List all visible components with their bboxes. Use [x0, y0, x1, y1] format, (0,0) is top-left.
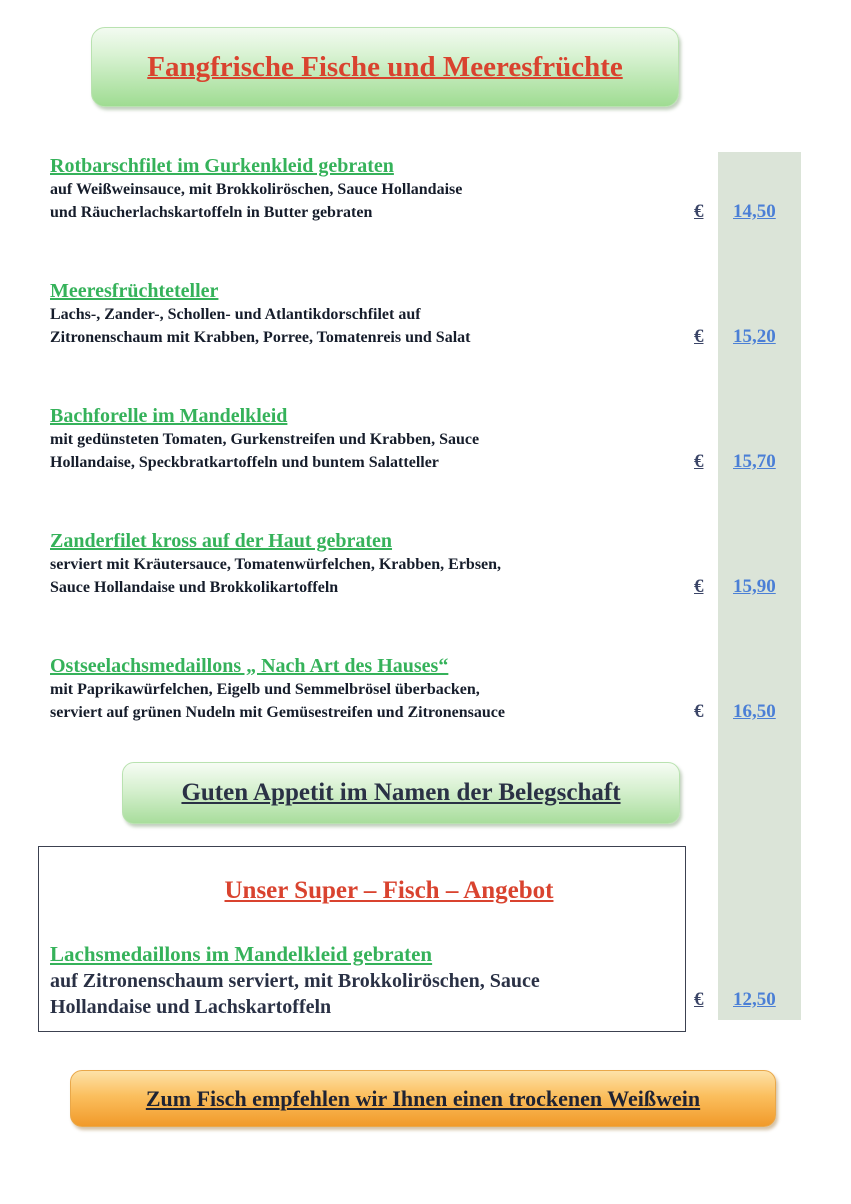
currency-symbol: €	[694, 451, 704, 472]
menu-item	[50, 529, 690, 599]
appetit-text: Guten Appetit im Namen der Belegschaft	[181, 779, 621, 806]
dish-price: 15,20	[733, 326, 776, 347]
dish-name: Ostseelachsmedaillons „ Nach Art des Hauses“	[50, 655, 449, 677]
dish-name: Bachforelle im Mandelkleid	[50, 405, 288, 427]
menu-item	[50, 404, 690, 474]
menu-item	[50, 654, 690, 724]
currency-symbol: €	[694, 701, 704, 722]
dish-price: 16,50	[733, 701, 776, 722]
dish-description-line: Hollandaise und Lachskartoffeln	[50, 996, 332, 1018]
dish-description	[50, 968, 540, 1020]
special-offer-heading: Unser Super – Fisch – Angebot	[224, 877, 554, 904]
dish-price: 15,70	[733, 451, 776, 472]
currency-symbol: €	[694, 326, 704, 347]
dish-description-line: auf Zitronenschaum serviert, mit Brokkoliröschen, Sauce	[50, 970, 540, 992]
dish-description-line: Zitronenschaum mit Krabben, Porree, Tomatenreis und Salat	[50, 329, 471, 346]
dish-name: Rotbarschfilet im Gurkenkleid gebraten	[50, 155, 394, 177]
wine-recommendation-text: Zum Fisch empfehlen wir Ihnen einen trockenen Weißwein	[145, 1085, 701, 1111]
wine-recommendation-banner	[70, 1070, 776, 1127]
dish-name: Meeresfrüchteteller	[50, 280, 219, 302]
dish-description-line: serviert mit Kräutersauce, Tomatenwürfelchen, Krabben, Erbsen,	[50, 556, 502, 573]
menu-item	[50, 279, 690, 349]
dish-price: 12,50	[733, 989, 776, 1010]
dish-name: Zanderfilet kross auf der Haut gebraten	[50, 530, 393, 552]
dish-description-line: serviert auf grünen Nudeln mit Gemüsestreifen und Zitronensauce	[50, 704, 505, 721]
dish-description-line: Hollandaise, Speckbratkartoffeln und buntem Salatteller	[50, 454, 439, 471]
currency-symbol: €	[694, 576, 704, 597]
dish-description-line: mit Paprikawürfelchen, Eigelb und Semmelbrösel überbacken,	[50, 681, 480, 698]
dish-name: Lachsmedaillons im Mandelkleid gebraten	[50, 942, 433, 966]
dish-description-line: Lachs-, Zander-, Schollen- und Atlantikdorschfilet auf	[50, 306, 421, 323]
menu-item	[50, 154, 690, 224]
dish-price: 14,50	[733, 201, 776, 222]
dish-description-line: Sauce Hollandaise und Brokkolikartoffeln	[50, 579, 339, 596]
page-title: Fangfrische Fische und Meeresfrüchte	[147, 50, 623, 83]
dish-price: 15,90	[733, 576, 776, 597]
currency-symbol: €	[694, 201, 704, 222]
currency-symbol: €	[694, 989, 704, 1010]
dish-description-line: mit gedünsteten Tomaten, Gurkenstreifen und Krabben, Sauce	[50, 431, 480, 448]
dish-description-line: und Räucherlachskartoffeln in Butter gebraten	[50, 204, 373, 221]
title-banner	[91, 27, 679, 107]
dish-description-line: auf Weißweinsauce, mit Brokkoliröschen, Sauce Hollandaise	[50, 181, 463, 198]
appetit-banner	[122, 762, 680, 824]
